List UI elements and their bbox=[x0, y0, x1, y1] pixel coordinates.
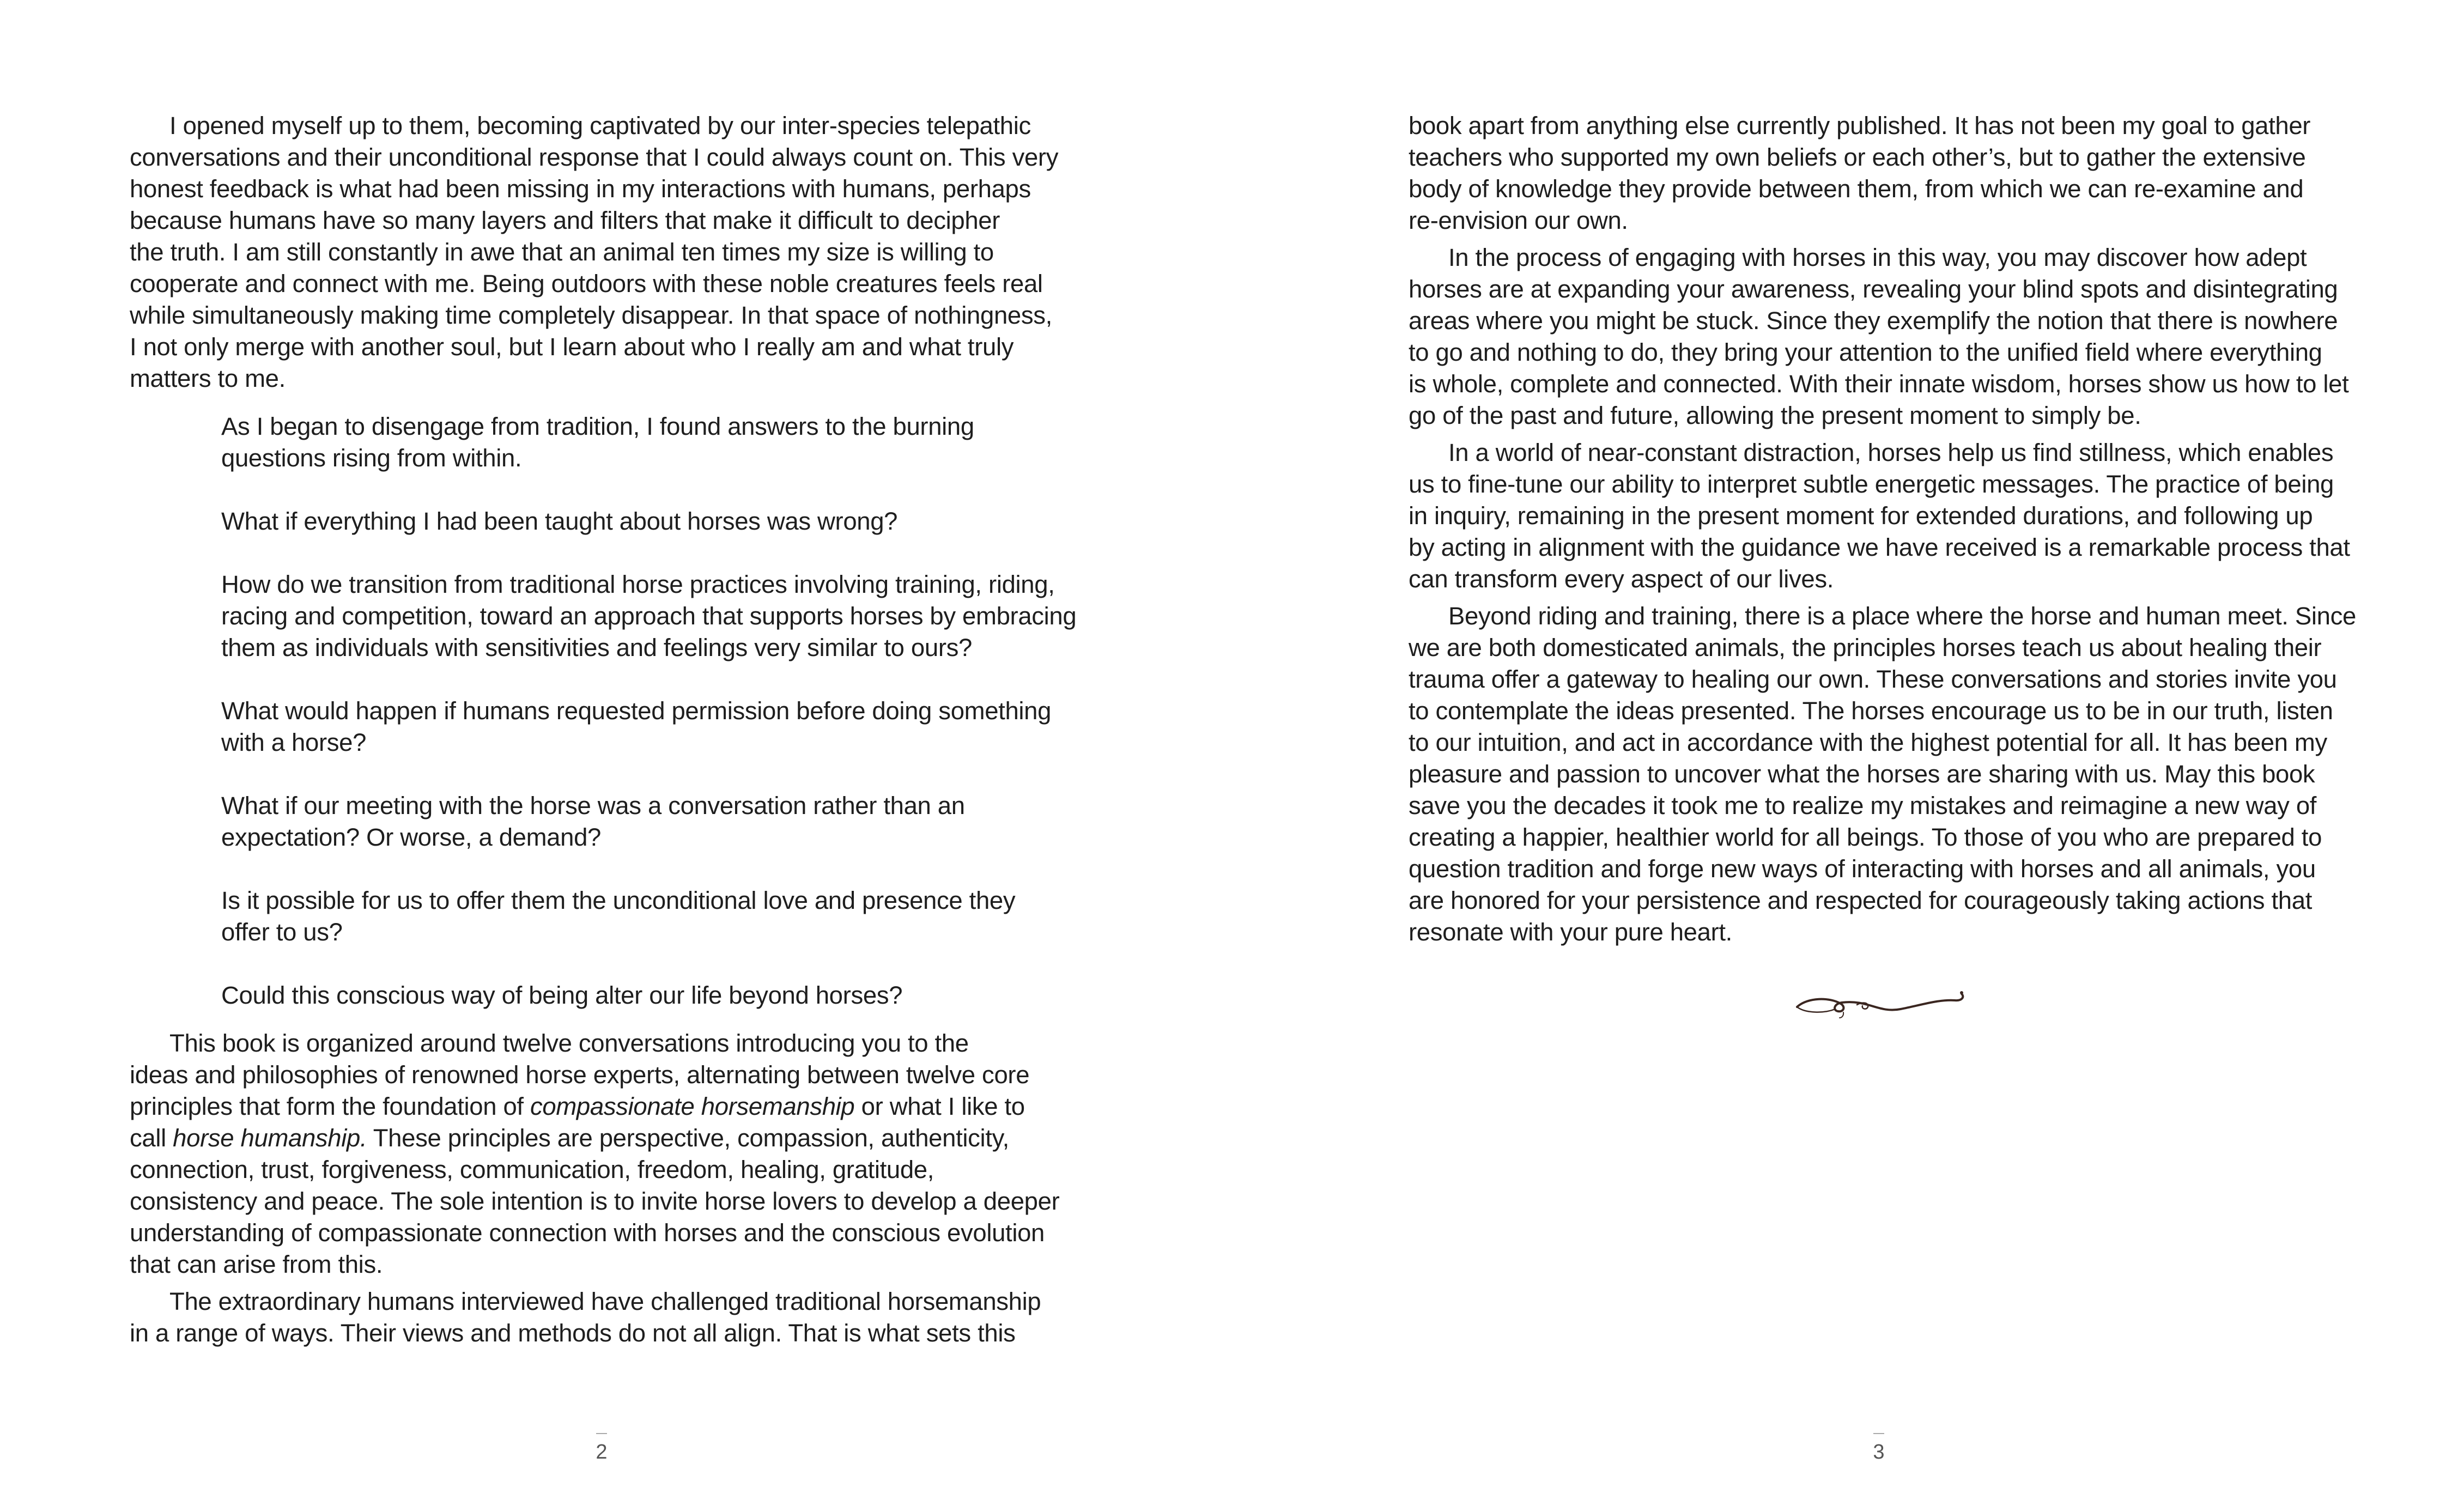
text-run: These principles are perspective, compassion, authenticity, bbox=[367, 1124, 1009, 1152]
text-line: is whole, complete and connected. With their innate wisdom, horses show us how to let bbox=[1409, 370, 2349, 398]
paragraph-opened-myself bbox=[130, 110, 1083, 394]
page-number bbox=[1862, 1433, 1895, 1464]
text-line: are honored for your persistence and respected for courageously taking actions that bbox=[1409, 886, 2312, 914]
text-line: I not only merge with another soul, but I learn about who I really am and what truly bbox=[130, 333, 1014, 361]
text-line: can transform every aspect of our lives. bbox=[1409, 565, 1834, 593]
text-line: The extraordinary humans interviewed have challenged traditional horsemanship bbox=[169, 1288, 1041, 1315]
text-line: in a range of ways. Their views and methods do not all align. That is what sets this bbox=[130, 1319, 1016, 1347]
text-line: consistency and peace. The sole intention is to invite horse lovers to develop a deeper bbox=[130, 1187, 1060, 1215]
text-line: How do we transition from traditional horse practices involving training, riding, bbox=[221, 570, 1055, 598]
text-line: What if everything I had been taught about horses was wrong? bbox=[221, 507, 898, 535]
text-line: questions rising from within. bbox=[221, 444, 522, 472]
text-line: us to fine-tune our ability to interpret subtle energetic messages. The practice of being bbox=[1409, 470, 2334, 498]
text-line: horses are at expanding your awareness, revealing your blind spots and disintegrating bbox=[1409, 275, 2338, 303]
question-item bbox=[221, 506, 1083, 537]
text-run: principles that form the foundation of bbox=[130, 1092, 531, 1120]
text-line: to go and nothing to do, they bring your attention to the unified field where everything bbox=[1409, 338, 2322, 366]
text-line: we are both domesticated animals, the principles horses teach us about healing their bbox=[1409, 634, 2322, 661]
text-line: As I began to disengage from tradition, I found answers to the burning bbox=[221, 412, 974, 440]
text-line: to contemplate the ideas presented. The horses encourage us to be in our truth, listen bbox=[1409, 697, 2333, 725]
paragraph-book-apart bbox=[1409, 110, 2362, 236]
text-line: teachers who supported my own beliefs or each other’s, but to gather the extensive bbox=[1409, 143, 2306, 171]
text-line bbox=[130, 1091, 1083, 1122]
text-line: because humans have so many layers and filters that make it difficult to decipher bbox=[130, 207, 1000, 234]
paragraph-beyond-riding bbox=[1409, 600, 2362, 948]
folio-rule bbox=[1873, 1433, 1884, 1434]
page-number bbox=[585, 1433, 618, 1464]
text-line: In the process of engaging with horses in this way, you may discover how adept bbox=[1448, 244, 2307, 271]
right-page bbox=[1229, 0, 2458, 1512]
text-line: What if our meeting with the horse was a conversation rather than an bbox=[221, 792, 965, 819]
flourish-ornament-icon bbox=[1792, 981, 1971, 1024]
text-line: while simultaneously making time completely disappear. In that space of nothingness, bbox=[130, 301, 1052, 329]
text-line: areas where you might be stuck. Since they exemplify the notion that there is nowhere bbox=[1409, 307, 2338, 335]
text-line bbox=[130, 1122, 1083, 1154]
question-item bbox=[221, 569, 1083, 664]
text-line: connection, trust, forgiveness, communication, freedom, healing, gratitude, bbox=[130, 1156, 934, 1183]
left-page-text bbox=[130, 110, 1083, 1355]
text-run: or what I like to bbox=[854, 1092, 1025, 1120]
text-line: What would happen if humans requested permission before doing something bbox=[221, 697, 1052, 725]
text-line: resonate with your pure heart. bbox=[1409, 918, 1732, 946]
text-run: call bbox=[130, 1124, 173, 1152]
text-line: save you the decades it took me to realize my mistakes and reimagine a new way of bbox=[1409, 792, 2317, 819]
question-item bbox=[221, 790, 1083, 853]
paragraph-near-constant-distraction bbox=[1409, 437, 2362, 595]
text-line: honest feedback is what had been missing in my interactions with humans, perhaps bbox=[130, 175, 1031, 203]
text-line: understanding of compassionate connection with horses and the conscious evolution bbox=[130, 1219, 1045, 1247]
text-line: in inquiry, remaining in the present moment for extended durations, and following up bbox=[1409, 502, 2313, 530]
paragraph-extraordinary-humans bbox=[130, 1286, 1083, 1349]
text-line: racing and competition, toward an approach that supports horses by embracing bbox=[221, 602, 1077, 630]
text-line: with a horse? bbox=[221, 728, 367, 756]
emphasis-compassionate-horsemanship: compassionate horsemanship bbox=[530, 1092, 855, 1120]
text-line: Beyond riding and training, there is a place where the horse and human meet. Since bbox=[1448, 602, 2356, 630]
question-item bbox=[221, 980, 1083, 1011]
text-line: question tradition and forge new ways of interacting with horses and all animals, you bbox=[1409, 855, 2316, 883]
right-page-text bbox=[1409, 110, 2362, 954]
text-line: by acting in alignment with the guidance we have received is a remarkable process that bbox=[1409, 533, 2350, 561]
text-line: offer to us? bbox=[221, 918, 343, 946]
paragraph-process-engaging bbox=[1409, 242, 2362, 432]
question-item bbox=[221, 411, 1083, 474]
text-line: pleasure and passion to uncover what the horses are sharing with us. May this book bbox=[1409, 760, 2315, 788]
text-line: ideas and philosophies of renowned horse experts, alternating between twelve core bbox=[130, 1061, 1030, 1089]
text-line: book apart from anything else currently published. It has not been my goal to gather bbox=[1409, 112, 2311, 139]
text-line: go of the past and future, allowing the present moment to simply be. bbox=[1409, 402, 2141, 429]
text-line: cooperate and connect with me. Being outdoors with these noble creatures feels real bbox=[130, 270, 1043, 297]
text-line: matters to me. bbox=[130, 365, 286, 392]
text-line: re-envision our own. bbox=[1409, 207, 1628, 234]
text-line: Is it possible for us to offer them the unconditional love and presence they bbox=[221, 886, 1016, 914]
question-item bbox=[221, 885, 1083, 948]
text-line: I opened myself up to them, becoming captivated by our inter-species telepathic bbox=[169, 112, 1031, 139]
page-number-text: 2 bbox=[596, 1441, 608, 1464]
paragraph-book-organized bbox=[130, 1028, 1083, 1280]
text-line: creating a happier, healthier world for all beings. To those of you who are prepared to bbox=[1409, 823, 2322, 851]
text-line: that can arise from this. bbox=[130, 1250, 383, 1278]
text-line: In a world of near-constant distraction, horses help us find stillness, which enables bbox=[1448, 439, 2334, 466]
text-line: to our intuition, and act in accordance with the highest potential for all. It has been my bbox=[1409, 728, 2327, 756]
text-line: This book is organized around twelve conversations introducing you to the bbox=[169, 1029, 969, 1057]
emphasis-horse-humanship: horse humanship. bbox=[173, 1124, 367, 1152]
question-item bbox=[221, 695, 1083, 758]
page-number-text: 3 bbox=[1873, 1441, 1885, 1464]
text-line: them as individuals with sensitivities and feelings very similar to ours? bbox=[221, 634, 972, 661]
text-line: Could this conscious way of being alter our life beyond horses? bbox=[221, 981, 903, 1009]
text-line: body of knowledge they provide between them, from which we can re-examine and bbox=[1409, 175, 2304, 203]
text-line: conversations and their unconditional response that I could always count on. This very bbox=[130, 143, 1059, 171]
questions-block bbox=[130, 411, 1083, 1011]
text-line: trauma offer a gateway to healing our own. These conversations and stories invite you bbox=[1409, 665, 2337, 693]
folio-rule bbox=[596, 1433, 607, 1434]
text-line: expectation? Or worse, a demand? bbox=[221, 823, 601, 851]
text-line: the truth. I am still constantly in awe that an animal ten times my size is willing to bbox=[130, 238, 994, 266]
